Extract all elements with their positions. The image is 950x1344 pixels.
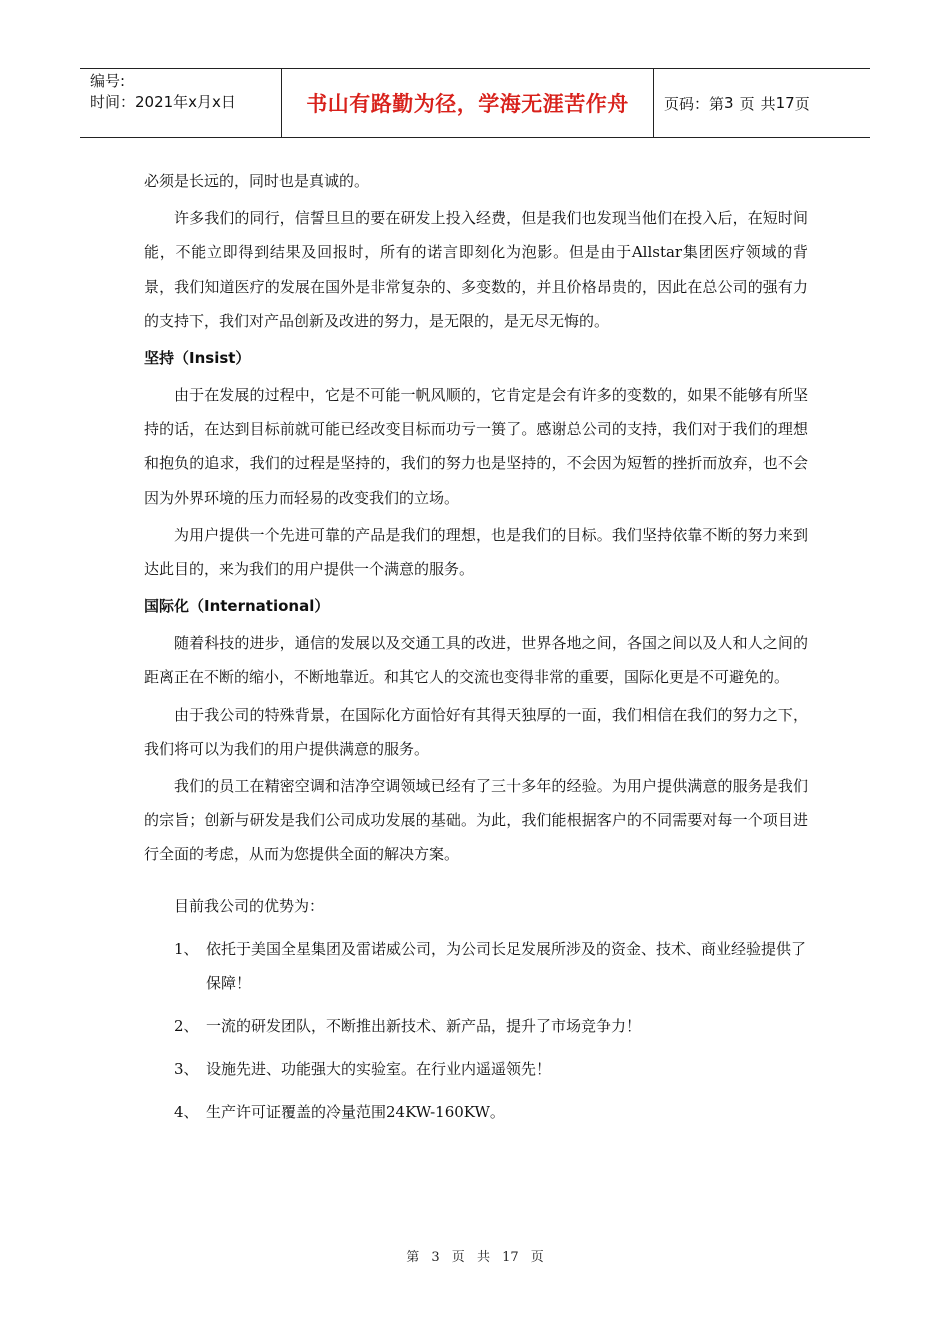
section-heading-insist: 坚持（Insist） [144, 349, 251, 368]
list-item [144, 1095, 808, 1129]
footer-page-number: 3 [431, 1250, 440, 1265]
page-total: 17 [775, 94, 795, 112]
list-number: 3、 [174, 1059, 199, 1078]
document-body [144, 164, 808, 1138]
page-footer [0, 1246, 950, 1265]
advantages-intro: 目前我公司的优势为： [174, 896, 325, 915]
header-motto: 书山有路勤为径，学海无涯苦作舟 [282, 69, 654, 137]
page-number: 3 [724, 94, 734, 112]
list-text: 一流的研发团队，不断推出新技术、新产品，提升了市场竞争力！ [206, 1016, 642, 1035]
page-header [80, 68, 870, 138]
serial-label: 编号: [90, 72, 126, 90]
footer-ye: 页 [451, 1250, 465, 1265]
date-label: 时间：2021年x月x日 [90, 93, 236, 111]
section-heading-international: 国际化（International） [144, 597, 330, 616]
list-text: 生产许可证覆盖的冷量范围24KW-160KW。 [206, 1102, 505, 1121]
list-text: 设施先进、功能强大的实验室。在行业内遥遥领先！ [206, 1059, 552, 1078]
footer-di: 第 [406, 1250, 420, 1265]
list-item [144, 932, 808, 1000]
page-label: 页码：第 [664, 94, 725, 113]
footer-gong: 共 [476, 1250, 490, 1265]
page-end: 页 [794, 94, 810, 113]
paragraph: 许多我们的同行，信誓旦旦的要在研发上投入经费，但是我们也发现当他们在投入后，在短时间能，不能立即得到结果及回报时，所有的诺言即刻化为泡影。但是由于Allstar集团医疗领域的背景，我们知道医疗的发展在国外是非常复杂的、多变数的，并且价格昂贵的，因此在总公司的强有力的支持下，我们对产品创新及改进的努力，是无限的，是无尽无悔的。 [144, 209, 808, 330]
list-item [144, 1052, 808, 1086]
header-page-info [654, 69, 870, 137]
list-number: 4、 [174, 1102, 199, 1121]
page-total-label: 共 [760, 94, 776, 113]
list-item [144, 1009, 808, 1043]
paragraph: 我们的员工在精密空调和洁净空调领域已经有了三十多年的经验。为用户提供满意的服务是我们的宗旨；创新与研发是我们公司成功发展的基础。为此，我们能根据客户的不同需要对每一个项目进行全面的考虑，从而为您提供全面的解决方案。 [144, 777, 808, 864]
paragraph: 由于在发展的过程中，它是不可能一帆风顺的，它肯定是会有许多的变数的，如果不能够有所坚持的话，在达到目标前就可能已经改变目标而功亏一篑了。感谢总公司的支持，我们对于我们的理想和抱负的追求，我们的过程是坚持的，我们的努力也是坚持的，不会因为短暂的挫折而放弃，也不会因为外界环境的压力而轻易的改变我们的立场。 [144, 386, 808, 507]
header-meta [80, 69, 282, 137]
paragraph: 由于我公司的特殊背景，在国际化方面恰好有其得天独厚的一面，我们相信在我们的努力之下，我们将可以为我们的用户提供满意的服务。 [144, 705, 808, 758]
footer-total: 17 [502, 1250, 519, 1265]
paragraph: 为用户提供一个先进可靠的产品是我们的理想，也是我们的目标。我们坚持依靠不断的努力来到达此目的，来为我们的用户提供一个满意的服务。 [144, 525, 808, 579]
footer-ye2: 页 [530, 1250, 544, 1265]
paragraph: 必须是长远的，同时也是真诚的。 [144, 172, 370, 190]
list-text: 依托于美国全星集团及雷诺威公司，为公司长足发展所涉及的资金、技术、商业经验提供了保障！ [206, 939, 807, 992]
list-number: 2、 [174, 1016, 199, 1035]
paragraph: 随着科技的进步，通信的发展以及交通工具的改进，世界各地之间，各国之间以及人和人之间的距离正在不断的缩小，不断地靠近。和其它人的交流也变得非常的重要，国际化更是不可避免的。 [144, 634, 808, 687]
list-number: 1、 [174, 939, 199, 958]
page-mid: 页 [739, 94, 755, 113]
